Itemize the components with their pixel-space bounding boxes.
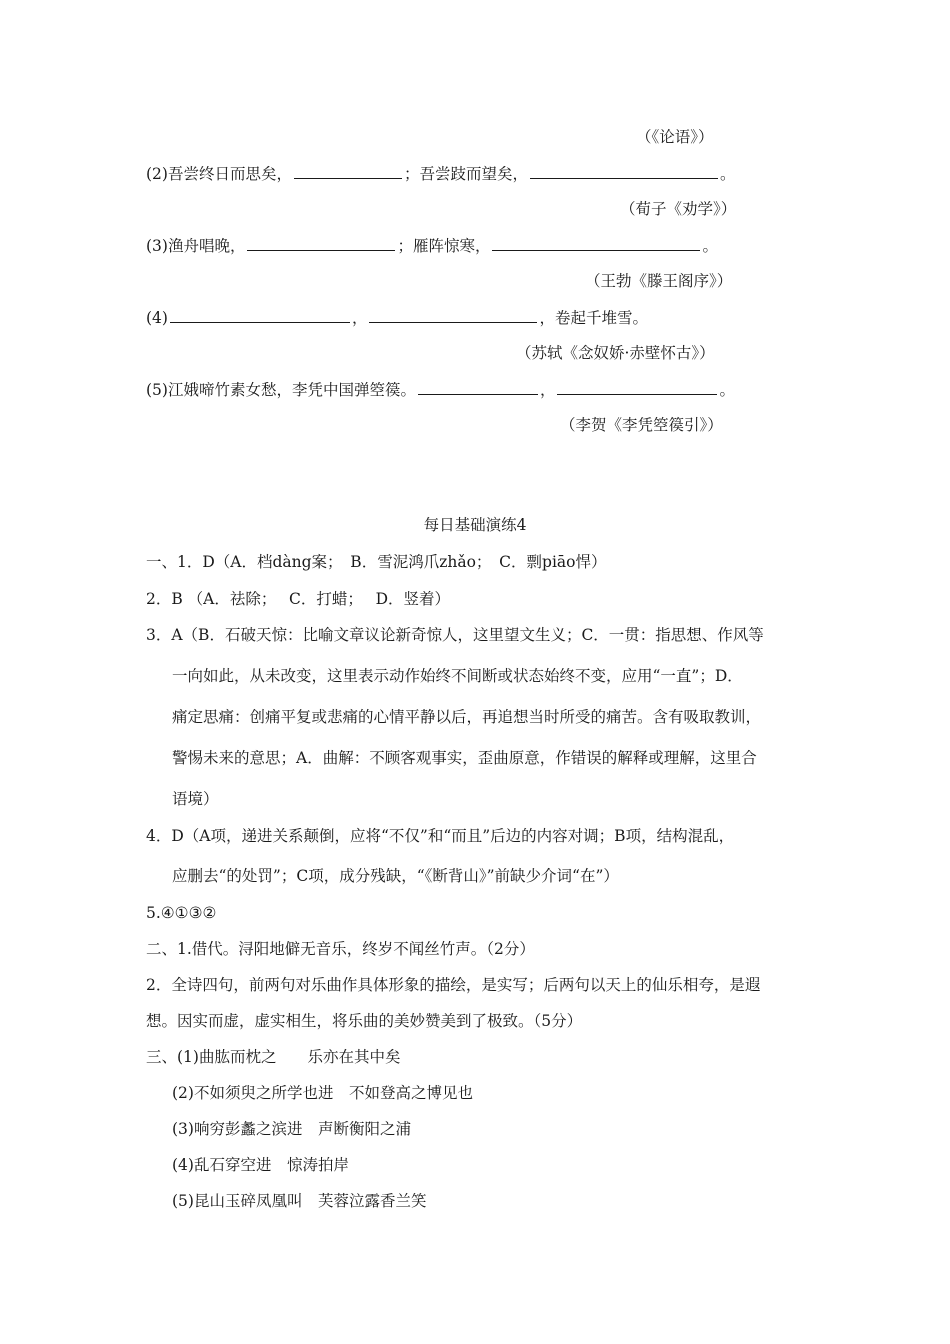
question-2-text-a: (2)吾尝终日而思矣， <box>146 165 292 183</box>
question-3 <box>146 235 718 256</box>
answer-blank[interactable] <box>170 307 350 323</box>
answer-blank[interactable] <box>247 235 395 251</box>
answer-line: 语境） <box>172 790 219 808</box>
question-5 <box>146 379 735 400</box>
question-4-text-a: (4) <box>146 309 168 327</box>
answer-line: 三、(1)曲肱而枕之 乐亦在其中矣 <box>146 1048 401 1066</box>
answer-blank[interactable] <box>294 163 402 179</box>
answer-line: 警惕未来的意思；A．曲解：不顾客观事实，歪曲原意，作错误的解释或理解，这里合 <box>172 749 757 767</box>
answer-line: 3．A（B．石破天惊：比喻文章议论新奇惊人，这里望文生义；C．一贯：指思想、作风等 <box>146 626 764 644</box>
question-5-end: 。 <box>719 381 735 399</box>
question-2-end: 。 <box>719 165 736 183</box>
source-sushi: （苏轼《念奴娇·赤壁怀古》） <box>516 344 715 362</box>
answer-blank[interactable] <box>492 235 700 251</box>
answer-line: 应删去“的处罚”；C项，成分残缺，“《断背山》”前缺少介词“在”） <box>172 867 619 885</box>
answer-blank[interactable] <box>369 307 537 323</box>
answer-line: (3)响穷彭蠡之滨进 声断衡阳之浦 <box>172 1120 411 1138</box>
answer-line: 二、1.借代。浔阳地僻无音乐，终岁不闻丝竹声。（2分） <box>146 940 535 958</box>
answer-line: 一向如此，从未改变，这里表示动作始终不间断或状态始终不变，应用“一直”；D． <box>172 667 743 685</box>
answer-line: 2．全诗四句，前两句对乐曲作具体形象的描绘，是实写；后两句以天上的仙乐相夸，是遐 <box>146 976 761 994</box>
question-3-text-b: ；雁阵惊寒， <box>397 237 491 255</box>
source-xunzi: （荀子《劝学》） <box>620 200 737 218</box>
question-2-text-b: ；吾尝跂而望矣， <box>403 165 528 183</box>
question-5-text-a: (5)江娥啼竹素女愁，李凭中国弹箜篌。 <box>146 381 416 399</box>
question-3-end: 。 <box>702 237 718 255</box>
answer-blank[interactable] <box>557 379 717 395</box>
question-2 <box>146 163 736 184</box>
answer-line: (2)不如须臾之所学也进 不如登高之博见也 <box>172 1084 473 1102</box>
answer-line: 一、1．D（A．档dàng案； B．雪泥鸿爪zhǎo； C．剽piāo悍） <box>146 553 607 571</box>
question-3-text-a: (3)渔舟唱晚， <box>146 237 246 255</box>
answer-line: 2．B （A．祛除； C．打蜡； D．竖着） <box>146 590 451 608</box>
question-4-end: ，卷起千堆雪。 <box>539 309 648 327</box>
answer-blank[interactable] <box>530 163 718 179</box>
section-title: 每日基础演练4 <box>423 516 527 534</box>
answer-line: (5)昆山玉碎凤凰叫 芙蓉泣露香兰笑 <box>172 1192 427 1210</box>
source-lunyu: （《论语》） <box>636 128 714 146</box>
answer-line: 痛定思痛：创痛平复或悲痛的心情平静以后，再追想当时所受的痛苦。含有吸取教训， <box>172 708 762 726</box>
answer-blank[interactable] <box>418 379 538 395</box>
source-lihe: （李贺《李凭箜篌引》） <box>560 416 723 434</box>
question-5-text-b: ， <box>539 381 556 399</box>
answer-line: 想。因实而虚，虚实相生，将乐曲的美妙赞美到了极致。（5分） <box>146 1012 583 1030</box>
answer-line: (4)乱石穿空进 惊涛拍岸 <box>172 1156 349 1174</box>
answer-line: 4．D（A项，递进关系颠倒，应将“不仅”和“而且”后边的内容对调；B项，结构混乱， <box>146 827 735 845</box>
question-4-text-b: ， <box>351 309 368 327</box>
source-wangbo: （王勃《滕王阁序》） <box>585 272 733 290</box>
answer-line: 5.④①③② <box>146 904 217 922</box>
question-4 <box>146 307 648 328</box>
